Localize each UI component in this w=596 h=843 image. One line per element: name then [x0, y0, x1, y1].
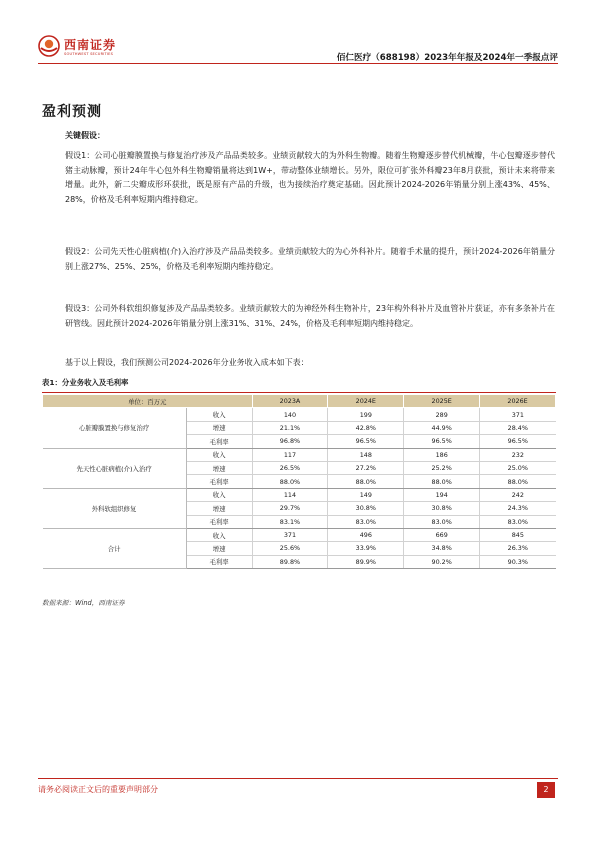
metric-label: 毛利率 — [186, 515, 252, 528]
table-cell: 26.3% — [480, 542, 556, 555]
table-cell: 21.1% — [252, 421, 328, 434]
table-cell: 89.9% — [328, 555, 404, 568]
table-cell: 89.8% — [252, 555, 328, 568]
table-cell: 24.3% — [480, 502, 556, 515]
brand-logo-icon — [38, 35, 60, 57]
metric-label: 增速 — [186, 421, 252, 434]
year-header: 2023A — [252, 395, 328, 408]
table-cell: 96.5% — [480, 435, 556, 448]
segment-name: 心脏瓣膜置换与修复治疗 — [43, 408, 187, 448]
table-cell: 199 — [328, 408, 404, 421]
table-row — [43, 488, 556, 501]
metric-label: 增速 — [186, 502, 252, 515]
footer-divider — [38, 778, 558, 779]
table-cell: 29.7% — [252, 502, 328, 515]
table-cell: 30.8% — [404, 502, 480, 515]
table-caption: 表1：分业务收入及毛利率 — [42, 378, 129, 387]
table-cell: 242 — [480, 488, 556, 501]
segment-name: 先天性心脏病植(介)入治疗 — [43, 448, 187, 488]
table-cell: 83.1% — [252, 515, 328, 528]
table-cell: 83.0% — [480, 515, 556, 528]
metric-label: 收入 — [186, 528, 252, 541]
table-cell: 83.0% — [328, 515, 404, 528]
table-cell: 96.5% — [404, 435, 480, 448]
metric-label: 增速 — [186, 461, 252, 474]
assumption-paragraph-1: 假设1：公司心脏瓣膜置换与修复治疗涉及产品品类较多。业绩贡献较大的为外科生物瓣。随着生物瓣逐步替代机械瓣，牛心包瓣逐步替代猪主动脉瓣，预计24年牛心包外科生物瓣销量将达到1W+，带动整体业绩增长。另外，限位可扩张外科瓣23年8月获批，预计未来将带来增量。此外，新二尖瓣成形环获批，既是原有产品的升级，也为接续治疗奠定基础。因此预计2024-2026年销量分别上涨43%、45%、28%，价格及毛利率短期内维持稳定。 — [65, 151, 555, 204]
table-cell: 140 — [252, 408, 328, 421]
table-row — [43, 448, 556, 461]
unit-header: 单位：百万元 — [43, 395, 253, 408]
table-row — [43, 408, 556, 421]
metric-label: 收入 — [186, 448, 252, 461]
table-cell: 83.0% — [404, 515, 480, 528]
metric-label: 收入 — [186, 408, 252, 421]
metric-label: 增速 — [186, 542, 252, 555]
table-cell: 42.8% — [328, 421, 404, 434]
metric-label: 收入 — [186, 488, 252, 501]
year-header: 2024E — [328, 395, 404, 408]
footer-disclaimer: 请务必阅读正文后的重要声明部分 — [38, 785, 158, 794]
brand-logo — [38, 34, 148, 62]
data-source-note: 数据来源：Wind，西南证券 — [42, 599, 125, 607]
table-cell: 114 — [252, 488, 328, 501]
table-cell: 148 — [328, 448, 404, 461]
table-cell: 289 — [404, 408, 480, 421]
table-cell: 25.6% — [252, 542, 328, 555]
key-assumptions-label: 关键假设： — [65, 131, 105, 140]
table-cell: 371 — [252, 528, 328, 541]
table-cell: 27.2% — [328, 461, 404, 474]
metric-label: 毛利率 — [186, 555, 252, 568]
table-cell: 25.0% — [480, 461, 556, 474]
table-cell: 30.8% — [328, 502, 404, 515]
segment-name: 合计 — [43, 528, 187, 568]
section-title: 盈利预测 — [42, 104, 102, 120]
table-header-row — [43, 395, 556, 408]
table-cell: 44.9% — [404, 421, 480, 434]
table-cell: 25.2% — [404, 461, 480, 474]
table-cell: 194 — [404, 488, 480, 501]
table-top-rule — [42, 392, 556, 393]
table-cell: 88.0% — [404, 475, 480, 488]
table-cell: 117 — [252, 448, 328, 461]
metric-label: 毛利率 — [186, 475, 252, 488]
table-cell: 90.2% — [404, 555, 480, 568]
table-cell: 149 — [328, 488, 404, 501]
brand-name-en: SOUTHWEST SECURITIES — [64, 52, 114, 56]
table-cell: 88.0% — [328, 475, 404, 488]
revenue-table — [42, 394, 556, 569]
table-cell: 88.0% — [480, 475, 556, 488]
table-cell: 96.5% — [328, 435, 404, 448]
table-cell: 33.9% — [328, 542, 404, 555]
header-divider — [38, 63, 558, 64]
report-title: 佰仁医疗（688198）2023年年报及2024年一季报点评 — [336, 53, 558, 63]
assumption-paragraph-2: 假设2：公司先天性心脏病植(介)入治疗涉及产品品类较多。业绩贡献较大的为心外科补片。随着手术量的提升，预计2024-2026年销量分别上涨27%、25%、25%，价格及毛利率短期内维持稳定。 — [65, 247, 555, 271]
table-cell: 232 — [480, 448, 556, 461]
table-row — [43, 528, 556, 541]
table-cell: 496 — [328, 528, 404, 541]
table-cell: 34.8% — [404, 542, 480, 555]
table-cell: 669 — [404, 528, 480, 541]
year-header: 2026E — [480, 395, 556, 408]
assumption-paragraph-3: 假设3：公司外科软组织修复涉及产品品类较多。业绩贡献较大的为神经外科生物补片，23年构外科补片及血管补片获证，亦有多条补片在研管线。因此预计2024-2026年销量分别上涨31%、31%、24%，价格及毛利率短期内维持稳定。 — [65, 304, 555, 328]
table-cell: 26.5% — [252, 461, 328, 474]
segment-name: 外科软组织修复 — [43, 488, 187, 528]
table-cell: 88.0% — [252, 475, 328, 488]
table-cell: 845 — [480, 528, 556, 541]
page-number: 2 — [537, 782, 555, 798]
table-cell: 96.8% — [252, 435, 328, 448]
year-header: 2025E — [404, 395, 480, 408]
summary-paragraph: 基于以上假设，我们预测公司2024-2026年分业务收入成本如下表： — [65, 358, 309, 367]
table-cell: 90.3% — [480, 555, 556, 568]
table-cell: 28.4% — [480, 421, 556, 434]
brand-name-cn: 西南证券 — [64, 38, 117, 52]
table-cell: 186 — [404, 448, 480, 461]
table-cell: 371 — [480, 408, 556, 421]
metric-label: 毛利率 — [186, 435, 252, 448]
